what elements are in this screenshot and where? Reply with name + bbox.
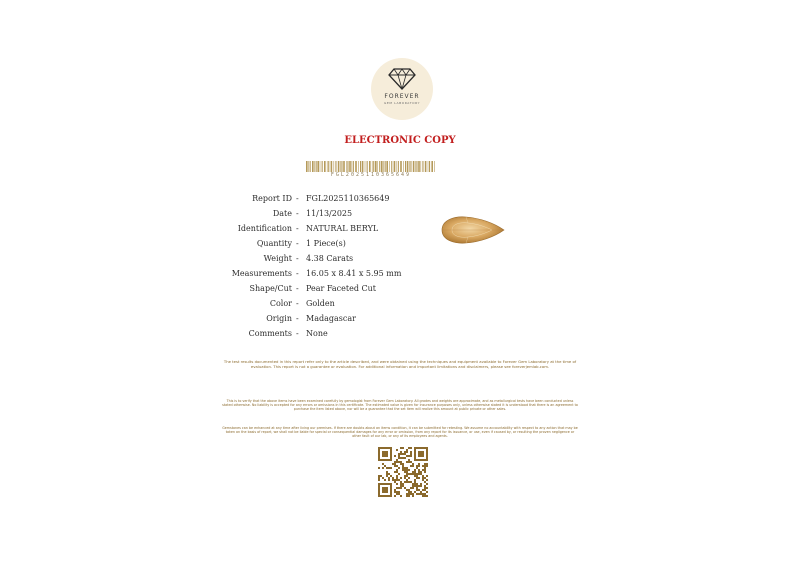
row-separator: - [296,269,299,278]
report-row [200,329,460,344]
row-label: Report ID [252,194,292,203]
report-details [200,194,460,344]
logo-subtitle: GEM LABORATORY [383,101,421,105]
report-row [200,239,460,254]
row-separator: - [296,314,299,323]
row-label: Origin [266,314,292,323]
row-value: Madagascar [306,314,356,323]
report-row [200,254,460,269]
row-label: Measurements [231,269,292,278]
report-row [200,299,460,314]
row-label: Quantity [256,239,292,248]
disclaimer-verification: This is to verify that the above items have been examined carefully by gemologist from Forever Gem Laboratory. All grades and weights are approximate, and as metallurgical tests have been conducted unless stated otherwise. No liability is accepted for any errors or omissions in this certificate. The estimated value is given for insurance purposes only, unless otherwise stated it is understood that there is an agreement to purchase the item listed above, nor will be a guarantee that the set item will realize this amount at public private or other sales. [222,399,578,412]
report-row [200,209,460,224]
row-value: 11/13/2025 [306,209,353,218]
row-separator: - [296,194,299,203]
row-label: Color [269,299,292,308]
row-label: Date [272,209,292,218]
row-separator: - [296,254,299,263]
report-row [200,269,460,284]
logo-brand: FOREVER [384,93,420,100]
disclaimer-results: The test results documented in this report refer only to the article described, and were obtained using the techniques and equipment available to Forever Gem Laboratory at the time of evaluation. This report is not a guarantee or evaluation. For additional information and important limitations and disclaimers, please see foreverjemlab.com. [223,359,577,369]
row-value: NATURAL BERYL [306,224,379,233]
row-value: FGL2025110365649 [306,194,390,203]
lab-logo [371,58,433,120]
row-separator: - [296,329,299,338]
row-separator: - [296,224,299,233]
diamond-icon [388,68,416,90]
row-label: Shape/Cut [249,284,292,293]
qr-code[interactable] [378,447,428,497]
row-value: 4.38 Carats [306,254,354,263]
row-separator: - [296,284,299,293]
row-value: Pear Faceted Cut [306,284,376,293]
report-row [200,284,460,299]
report-row [200,314,460,329]
report-row [200,224,460,239]
row-value: 16.05 x 8.41 x 5.95 mm [306,269,402,278]
row-separator: - [296,209,299,218]
row-separator: - [296,239,299,248]
row-separator: - [296,299,299,308]
barcode-number: FGL2025110365649 [330,172,412,178]
electronic-copy-banner: ELECTRONIC COPY [344,135,456,146]
gemstone-image [440,214,506,246]
report-row [200,194,460,209]
row-label: Comments [248,329,292,338]
row-value: Golden [306,299,335,308]
row-value: 1 Piece(s) [306,239,346,248]
row-label: Identification [237,224,292,233]
row-value: None [306,329,328,338]
disclaimer-liability: Gemstones can be enhanced at any time after living our premises. If there are doubts about an items condition, it can be submitted for retesting. We assume no accountability with respect to any action that may be taken on the basis of report, we shall not be liable for special or consequential damages for any error or omission, from any report for its issuance, or use, even if caused by, or resulting the proven negligence or other fault of our lab, or any of its employees and agents. [222,426,578,439]
row-label: Weight [263,254,292,263]
barcode [306,161,436,172]
